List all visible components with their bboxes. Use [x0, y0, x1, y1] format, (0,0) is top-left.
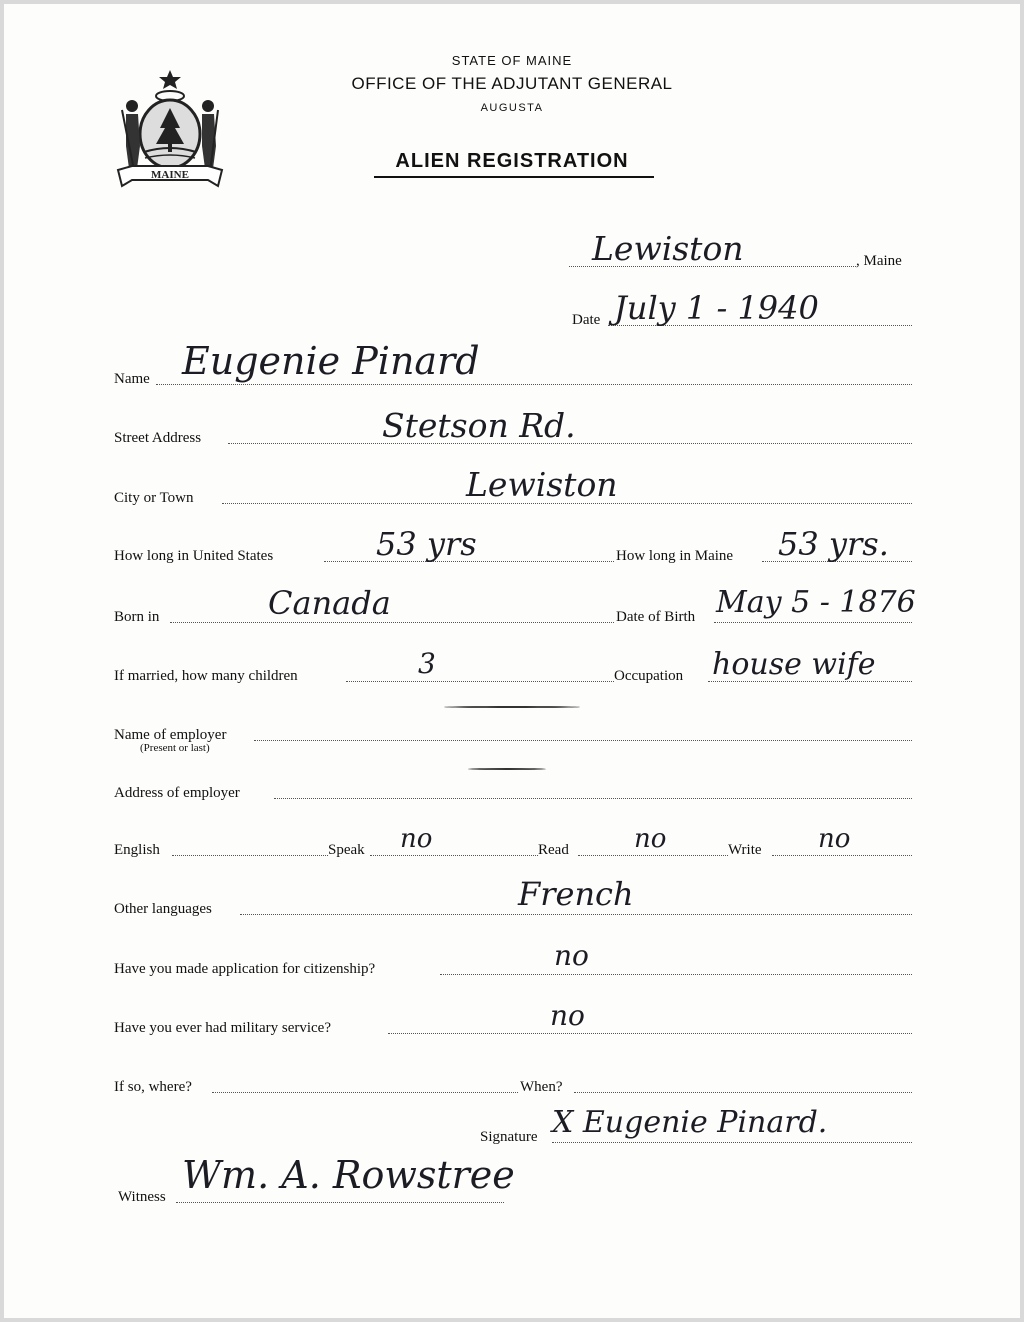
born-label: Born in	[114, 609, 160, 625]
maine-label: How long in Maine	[616, 548, 734, 564]
dob-label: Date of Birth	[616, 609, 696, 625]
english-line	[172, 855, 328, 856]
read-label: Read	[538, 842, 569, 858]
date-value: July 1 - 1940	[614, 289, 819, 327]
employer-line	[254, 740, 912, 741]
english-label: English	[114, 842, 160, 858]
street-value: Stetson Rd.	[382, 406, 576, 445]
signature-label: Signature	[480, 1129, 538, 1145]
employer-address-label: Address of employer	[114, 785, 240, 801]
street-label: Street Address	[114, 430, 202, 446]
witness-line	[176, 1202, 504, 1203]
children-line	[346, 681, 614, 682]
employer-dash-mark	[444, 706, 580, 708]
employer-address-line	[274, 798, 912, 799]
dob-value: May 5 - 1876	[716, 585, 916, 620]
place-value: Lewiston	[592, 229, 744, 268]
name-line	[156, 384, 912, 385]
where-label: If so, where?	[114, 1079, 192, 1095]
when-label: When?	[520, 1079, 563, 1095]
witness-label: Witness	[118, 1189, 166, 1205]
state-heading: STATE OF MAINE	[451, 53, 573, 68]
other-languages-line	[240, 914, 912, 915]
other-languages-label: Other languages	[114, 901, 212, 917]
dob-line	[714, 622, 912, 623]
form-title: ALIEN REGISTRATION	[395, 150, 629, 172]
write-label: Write	[728, 842, 762, 858]
military-line	[388, 1033, 912, 1034]
write-line	[772, 855, 912, 856]
city-label: City or Town	[114, 490, 194, 506]
title-underline	[374, 176, 654, 178]
city-value: Lewiston	[466, 465, 618, 504]
employer-address-dash-mark	[468, 768, 546, 770]
children-label: If married, how many children	[114, 668, 298, 684]
where-line	[212, 1092, 518, 1093]
employer-label: Name of employer	[114, 727, 227, 743]
seal-banner-text: MAINE	[151, 169, 189, 181]
citizenship-label: Have you made application for citizenship?	[114, 961, 376, 977]
read-line	[578, 855, 728, 856]
born-line	[170, 622, 614, 623]
occupation-label: Occupation	[614, 668, 684, 684]
read-value: no	[634, 824, 667, 854]
us-value: 53 yrs	[376, 525, 477, 563]
military-label: Have you ever had military service?	[114, 1020, 331, 1036]
us-label: How long in United States	[114, 548, 274, 564]
speak-line	[370, 855, 538, 856]
office-heading: OFFICE OF THE ADJUTANT GENERAL	[351, 74, 673, 93]
write-value: no	[818, 824, 851, 854]
citizenship-value: no	[554, 939, 589, 972]
other-languages-value: French	[518, 875, 634, 913]
employer-sublabel: (Present or last)	[140, 742, 210, 754]
date-label: Date	[572, 312, 601, 328]
born-value: Canada	[268, 584, 391, 622]
children-value: 3	[418, 647, 436, 680]
military-value: no	[550, 999, 585, 1032]
name-label: Name	[114, 371, 150, 387]
citizenship-line	[440, 974, 912, 975]
maine-value: 53 yrs.	[778, 525, 889, 563]
place-suffix: , Maine	[856, 253, 902, 269]
witness-value: Wm. A. Rowstree	[182, 1153, 515, 1197]
registration-form	[4, 4, 1020, 1318]
city-heading: AUGUSTA	[480, 102, 544, 114]
when-line	[574, 1092, 912, 1093]
speak-label: Speak	[328, 842, 365, 858]
occupation-value: house wife	[712, 647, 876, 682]
signature-value: X Eugenie Pinard.	[552, 1105, 828, 1140]
signature-line	[552, 1142, 912, 1143]
name-value: Eugenie Pinard	[182, 339, 480, 383]
speak-value: no	[400, 824, 433, 854]
